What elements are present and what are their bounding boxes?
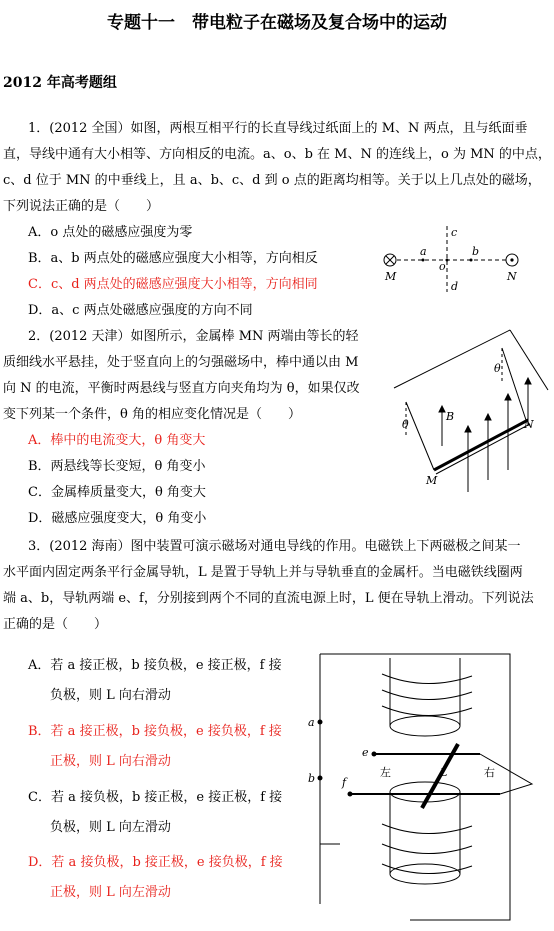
label-a: a [308, 716, 315, 729]
label-b: b [308, 772, 316, 785]
label-f: f [342, 776, 347, 789]
point-o [446, 259, 449, 262]
upper-pole-coil [382, 658, 472, 736]
q1-option-a: A．o 点处的磁感应强度为零 [28, 225, 193, 240]
q3-line-3: 端 a、b，导轨两端 e、f，分别接到两个不同的直流电源上时，L 便在导轨上滑动。下列说法 [3, 591, 534, 606]
q1-line-2: 直，导线中通有大小相等、方向相反的电流。a、o、b 在 M、N 的连线上，o 为 MN 的中点， [3, 147, 551, 162]
label-l: L [440, 766, 448, 779]
q3-option-d-cont: 正极，则 L 向左滑动 [50, 885, 171, 900]
q3-line-4: 正确的是（ ） [3, 617, 108, 632]
q1-line-3: c、d 位于 MN 的中垂线上，且 a、b、c、d 到 o 点的距离均相等。关于以上几点处的磁场， [3, 173, 541, 188]
q2-option-d: D．磁感应强度变大，θ 角变小 [28, 511, 207, 526]
q1-line-4: 下列说法正确的是（ ） [3, 199, 160, 214]
label-n: N [524, 418, 534, 431]
section-heading: 2012 年高考题组 [3, 75, 117, 91]
q2-option-a: A．棒中的电流变大，θ 角变大 [28, 433, 206, 448]
label-b: B [446, 410, 455, 423]
wire-into-page-icon [384, 254, 396, 266]
q3-option-c-cont: 负极，则 L 向左滑动 [50, 820, 171, 835]
q2-ceiling-edge [394, 330, 510, 388]
q2-thread-left [406, 402, 434, 470]
q3-option-a-cont: 负极，则 L 向右滑动 [50, 688, 171, 703]
q1-line-1: 1．(2012 全国）如图，两根互相平行的长直导线过纸面上的 M、N 两点，且与纸面垂 [28, 121, 528, 136]
q3-yoke-left [320, 654, 340, 844]
q2-line-2: 质细线水平悬挂，处于竖直向上的匀强磁场中，棒中通以由 M [3, 355, 359, 370]
terminal-a [318, 720, 323, 725]
q3-option-b: B．若 a 接正极，b 接负极，e 接负极，f 接 [28, 724, 282, 739]
q2-option-b: B．两悬线等长变短，θ 角变小 [28, 459, 206, 474]
q2-line-4: 变下列某一个条件，θ 角的相应变化情况是（ ） [3, 407, 301, 422]
terminal-e [372, 752, 377, 757]
q2-metal-rod [434, 420, 528, 470]
label-n: N [507, 270, 517, 283]
label-theta-left: θ [402, 418, 409, 431]
label-c: c [451, 226, 458, 239]
q2-line-3: 向 N 的电流，平衡时两悬线与竖直方向夹角均为 θ，如果仅改 [3, 381, 360, 396]
point-b [470, 259, 473, 262]
label-left: 左 [380, 766, 391, 779]
q3-option-c: C．若 a 接负极，b 接正极，e 接正极，f 接 [28, 790, 283, 805]
q2-line-1: 2．(2012 天津）如图所示，金属棒 MN 两端由等长的轻 [28, 329, 359, 344]
q2-figure [392, 326, 550, 496]
point-a [422, 259, 425, 262]
label-theta-right: θ [494, 362, 501, 375]
q3-option-a: A．若 a 接正极，b 接负极，e 接正极，f 接 [28, 658, 282, 673]
q3-option-d: D．若 a 接负极，b 接正极，e 接负极，f 接 [28, 855, 283, 870]
q1-figure [375, 222, 525, 300]
terminal-f [348, 792, 353, 797]
label-e: e [362, 746, 369, 759]
page-title: 专题十一 带电粒子在磁场及复合场中的运动 [107, 13, 447, 33]
q3-option-b-cont: 正极，则 L 向右滑动 [50, 754, 171, 769]
label-a: a [420, 245, 427, 258]
q2-option-c: C．金属棒质量变大，θ 角变大 [28, 485, 206, 500]
q3-figure [300, 644, 550, 924]
q1-option-d: D．a、c 两点处磁感应强度的方向不同 [28, 303, 253, 318]
q1-option-b: B．a、b 两点处的磁感应强度大小相等，方向相反 [28, 251, 318, 266]
q2-thread-right [502, 348, 526, 420]
label-o: o [439, 260, 446, 273]
q3-line-2: 水平面内固定两条平行金属导轨，L 是置于导轨上并与导轨垂直的金属杆。当电磁铁线圈两 [3, 565, 523, 580]
label-right: 右 [484, 766, 495, 779]
q3-line-1: 3．(2012 海南）图中装置可演示磁场对通电导线的作用。电磁铁上下两磁极之间某一 [28, 539, 521, 554]
q1-option-c: C．c、d 两点处的磁感应强度大小相等，方向相同 [28, 277, 318, 292]
wire-out-of-page-icon [506, 254, 518, 266]
label-m: M [426, 474, 438, 487]
label-d: d [451, 280, 459, 293]
label-m: M [385, 270, 397, 283]
label-b: b [472, 245, 480, 258]
q2-metal-rod-edge [436, 424, 530, 474]
